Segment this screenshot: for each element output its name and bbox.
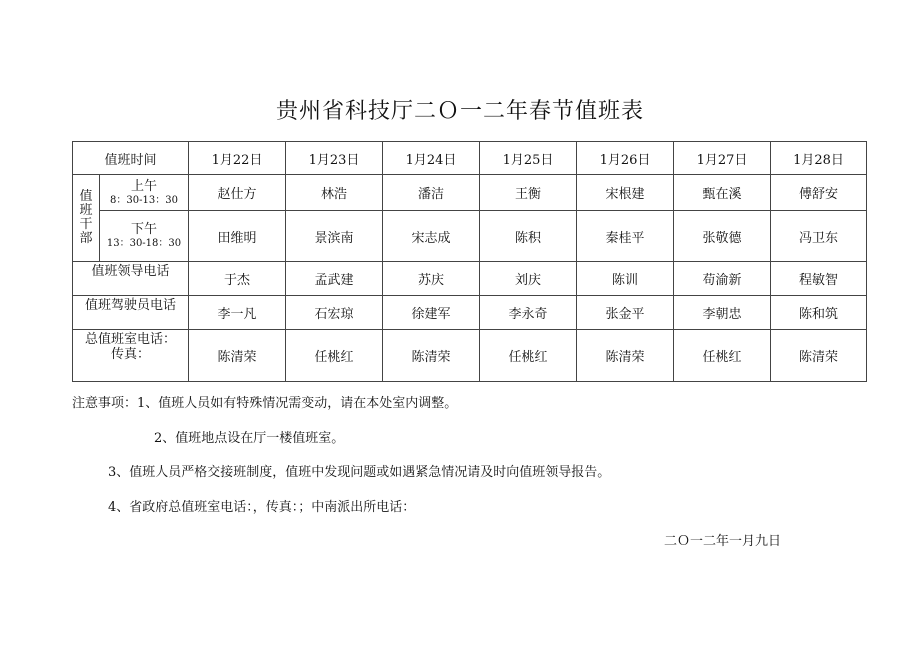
person-cell: 于杰 (189, 262, 286, 296)
person-cell: 任桃红 (674, 330, 771, 382)
note-item: 3、值班人员严格交接班制度，值班中发现问题或如遇紧急情况请及时向值班领导报告。 (108, 465, 611, 480)
shift-time: 8：30-13：30 (110, 194, 178, 206)
person-cell: 徐建军 (383, 296, 480, 330)
duty-staff-label-char: 干 (79, 217, 93, 232)
person-cell: 宋根建 (577, 175, 674, 211)
person-cell: 李朝忠 (674, 296, 771, 330)
person-cell: 秦桂平 (577, 211, 674, 262)
date-header: 1月22日 (189, 142, 286, 175)
table-row (73, 175, 867, 211)
person-cell: 宋志成 (383, 211, 480, 262)
person-cell: 李永奇 (480, 296, 577, 330)
date-header: 1月28日 (771, 142, 867, 175)
person-cell: 陈清荣 (189, 330, 286, 382)
person-cell: 冯卫东 (771, 211, 867, 262)
person-cell: 潘洁 (383, 175, 480, 211)
person-cell: 甄在溪 (674, 175, 771, 211)
person-cell: 陈和筑 (771, 296, 867, 330)
row-label: 值班领导电话 (73, 262, 189, 296)
duty-schedule-table (72, 141, 867, 382)
person-cell: 孟武建 (286, 262, 383, 296)
person-cell: 林浩 (286, 175, 383, 211)
person-cell: 陈清荣 (771, 330, 867, 382)
row-label: 值班驾驶员电话 (73, 296, 189, 330)
person-cell: 赵仕方 (189, 175, 286, 211)
date-header: 1月26日 (577, 142, 674, 175)
person-cell: 苏庆 (383, 262, 480, 296)
note-item: 4、省政府总值班室电话：，传真：；中南派出所电话： (108, 500, 416, 515)
person-cell: 陈清荣 (577, 330, 674, 382)
table-row (73, 262, 867, 296)
person-cell: 傅舒安 (771, 175, 867, 211)
document-date: 二Ｏ一二年一月九日 (664, 534, 782, 549)
duty-staff-label-char: 班 (79, 203, 93, 218)
shift-name: 下午 (131, 222, 158, 237)
shift-time: 13：30-18：30 (106, 238, 182, 249)
table-row (73, 296, 867, 330)
page-title: 贵州省科技厅二Ｏ一二年春节值班表 (275, 99, 644, 124)
person-cell: 程敏智 (771, 262, 867, 296)
person-cell: 任桃红 (480, 330, 577, 382)
duty-staff-label-char: 部 (79, 231, 93, 246)
date-header: 1月25日 (480, 142, 577, 175)
date-header: 1月23日 (286, 142, 383, 175)
person-cell: 景滨南 (286, 211, 383, 262)
person-cell: 苟渝新 (674, 262, 771, 296)
shift-cell (100, 175, 189, 211)
person-cell: 陈积 (480, 211, 577, 262)
shift-name: 上午 (131, 178, 158, 194)
duty-staff-label-char: 值 (79, 189, 93, 204)
person-cell: 石宏琼 (286, 296, 383, 330)
person-cell: 任桃红 (286, 330, 383, 382)
person-cell: 陈清荣 (383, 330, 480, 382)
person-cell: 李一凡 (189, 296, 286, 330)
table-row (73, 330, 867, 382)
person-cell: 刘庆 (480, 262, 577, 296)
row-label: 总值班室电话：传真： (73, 330, 189, 382)
date-header: 1月27日 (674, 142, 771, 175)
date-header: 1月24日 (383, 142, 480, 175)
duty-staff-label-text (73, 190, 99, 246)
note-item: 注意事项：1、值班人员如有特殊情况需变动，请在本处室内调整。 (72, 396, 458, 411)
person-cell: 王衡 (480, 175, 577, 211)
person-cell: 陈训 (577, 262, 674, 296)
duty-staff-label (73, 175, 100, 262)
shift-cell (100, 211, 189, 262)
person-cell: 张敬德 (674, 211, 771, 262)
table-row (73, 211, 867, 262)
note-item: 2、值班地点设在厅一楼值班室。 (154, 431, 345, 446)
person-cell: 田维明 (189, 211, 286, 262)
header-label: 值班时间 (73, 142, 189, 175)
table-header-row (73, 142, 867, 175)
person-cell: 张金平 (577, 296, 674, 330)
